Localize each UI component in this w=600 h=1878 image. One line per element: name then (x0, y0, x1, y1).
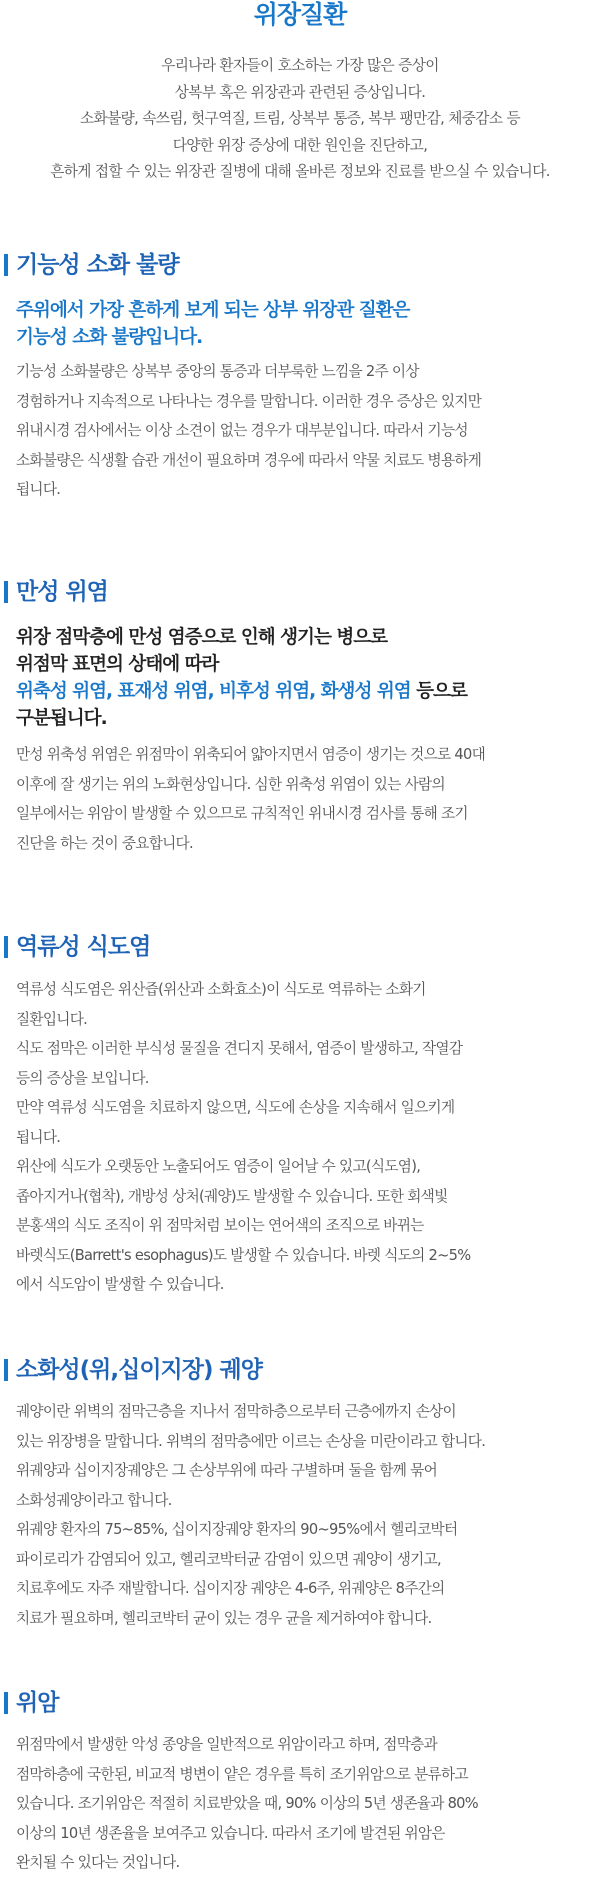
section-body (16, 357, 600, 505)
section-title: 만성 위염 (16, 579, 108, 605)
section-body (16, 1730, 600, 1878)
section-stomach-cancer (0, 1688, 600, 1878)
body-line: 기능성 소화불량은 상복부 중앙의 통증과 더부룩한 느낌을 2주 이상 (16, 363, 419, 380)
body-line: 치료후에도 자주 재발합니다. 십이지장 궤양은 4-6주, 위궤양은 8주간의 (16, 1580, 445, 1597)
section-title: 역류성 식도염 (16, 934, 151, 960)
section-header (0, 932, 600, 964)
body-line: 등의 증상을 보입니다. (16, 1069, 149, 1087)
lead-line: 주위에서 가장 흔하게 보게 되는 상부 위장관 질환은 (16, 300, 410, 321)
section-reflux-esophagitis (0, 932, 600, 1300)
body-line: 바렛식도(Barrett's esophagus)도 발생할 수 있습니다. 바렛 식도의 2~5% (16, 1246, 471, 1264)
intro-line: 상복부 혹은 위장관과 관련된 증상입니다. (174, 83, 426, 101)
body-line: 위궤양과 십이지장궤양은 그 손상부위에 따라 구별하며 둘을 함께 묶어 (16, 1462, 437, 1479)
intro-line: 흔하게 접할 수 있는 위장관 질병에 대해 올바른 정보와 진료를 받으실 수 있습니다. (50, 163, 550, 180)
body-line: 식도 점막은 이러한 부식성 물질을 견디지 못해서, 염증이 발생하고, 작열감 (16, 1040, 463, 1057)
intro-line: 우리나라 환자들이 호소하는 가장 많은 증상이 (161, 57, 439, 74)
section-accent-bar (4, 1692, 8, 1714)
body-line: 위산에 식도가 오랫동안 노출되어도 염증이 일어날 수 있고(식도염), (16, 1158, 421, 1175)
body-line: 질환입니다. (16, 1010, 88, 1028)
section-title: 기능성 소화 불량 (16, 252, 179, 278)
body-line: 진단을 하는 것이 중요합니다. (16, 834, 193, 852)
body-line: 만성 위축성 위염은 위점막이 위축되어 얇아지면서 염증이 생기는 것으로 40대 (16, 746, 486, 763)
section-header (0, 1355, 600, 1387)
section-accent-bar (4, 254, 8, 276)
body-line: 일부에서는 위암이 발생할 수 있으므로 규칙적인 위내시경 검사를 통해 조기 (16, 805, 468, 822)
body-line: 소화성궤양이라고 합니다. (16, 1491, 172, 1509)
section-accent-bar (4, 581, 8, 603)
body-line: 만약 역류성 식도염을 치료하지 않으면, 식도에 손상을 지속해서 일으키게 (16, 1099, 455, 1116)
body-line: 있는 위장병을 말합니다. 위벽의 점막층에만 이르는 손상을 미란이라고 합니다. (16, 1432, 486, 1450)
section-body (16, 740, 600, 858)
section-peptic-ulcer (0, 1355, 600, 1633)
body-line: 역류성 식도염은 위산즙(위산과 소화효소)이 식도로 역류하는 소화기 (16, 981, 426, 998)
body-line: 위내시경 검사에서는 이상 소견이 없는 경우가 대부분입니다. 따라서 기능성 (16, 422, 468, 439)
body-line: 있습니다. 조기위암은 적절히 치료받았을 때, 90% 이상의 5년 생존율과 80% (16, 1795, 478, 1812)
section-accent-bar (4, 1359, 8, 1381)
lead-line: 위점막 표면의 상태에 따라 (16, 654, 219, 675)
section-accent-bar (4, 936, 8, 958)
body-line: 이상의 10년 생존율을 보여주고 있습니다. 따라서 조기에 발견된 위암은 (16, 1824, 445, 1842)
section-title: 위암 (16, 1690, 59, 1716)
body-line: 좁아지거나(협착), 개방성 상처(궤양)도 발생할 수 있습니다. 또한 회색빛 (16, 1187, 448, 1205)
section-lead (16, 624, 600, 732)
body-line: 이후에 잘 생기는 위의 노화현상입니다. 심한 위축성 위염이 있는 사람의 (16, 775, 445, 793)
lead-highlight: 위축성 위염, 표재성 위염, 비후성 위염, 화생성 위염 (16, 681, 411, 702)
intro-text (0, 53, 600, 186)
intro-line: 다양한 위장 증상에 대한 원인을 진단하고, (172, 136, 428, 154)
lead-text: 등으로 (410, 681, 467, 702)
body-line: 경험하거나 지속적으로 나타나는 경우를 말합니다. 이러한 경우 증상은 있지만 (16, 392, 482, 410)
section-title: 소화성(위,십이지장) 궤양 (16, 1357, 262, 1383)
body-line: 분홍색의 식도 조직이 위 점막처럼 보이는 연어색의 조직으로 바뀌는 (16, 1217, 424, 1234)
section-header (0, 1688, 600, 1720)
section-body (16, 975, 600, 1300)
body-line: 소화불량은 식생활 습관 개선이 필요하며 경우에 따라서 약물 치료도 병용하게 (16, 451, 482, 469)
lead-line: 기능성 소화 불량입니다. (16, 327, 203, 348)
body-line: 에서 식도암이 발생할 수 있습니다. (16, 1276, 224, 1293)
body-line: 위궤양 환자의 75~85%, 십이지장궤양 환자의 90~95%에서 헬리코박터 (16, 1521, 458, 1538)
lead-line: 구분됩니다. (16, 708, 107, 729)
section-functional-dyspepsia (0, 250, 600, 505)
body-line: 파이로리가 감염되어 있고, 헬리코박터균 감염이 있으면 궤양이 생기고, (16, 1550, 441, 1568)
section-lead (16, 297, 600, 351)
body-line: 위점막에서 발생한 악성 종양을 일반적으로 위암이라고 하며, 점막층과 (16, 1736, 437, 1753)
body-line: 점막하층에 국한된, 비교적 병변이 얕은 경우를 특히 조기위암으로 분류하고 (16, 1765, 468, 1783)
page-title: 위장질환 (253, 0, 347, 29)
section-chronic-gastritis (0, 577, 600, 858)
section-body (16, 1397, 600, 1633)
intro-line: 소화불량, 속쓰림, 헛구역질, 트림, 상복부 통증, 복부 팽만감, 체중감소 등 (79, 110, 520, 127)
body-line: 궤양이란 위벽의 점막근층을 지나서 점막하층으로부터 근층에까지 손상이 (16, 1403, 456, 1420)
section-header (0, 577, 600, 609)
body-line: 치료가 필요하며, 헬리코박터 균이 있는 경우 균을 제거하여야 합니다. (16, 1609, 432, 1627)
lead-line: 위장 점막층에 만성 염증으로 인해 생기는 병으로 (16, 627, 388, 648)
lead-line (16, 678, 600, 705)
body-line: 됩니다. (16, 1128, 61, 1146)
body-line: 완치될 수 있다는 것입니다. (16, 1854, 180, 1871)
section-header (0, 250, 600, 282)
body-line: 됩니다. (16, 481, 61, 498)
